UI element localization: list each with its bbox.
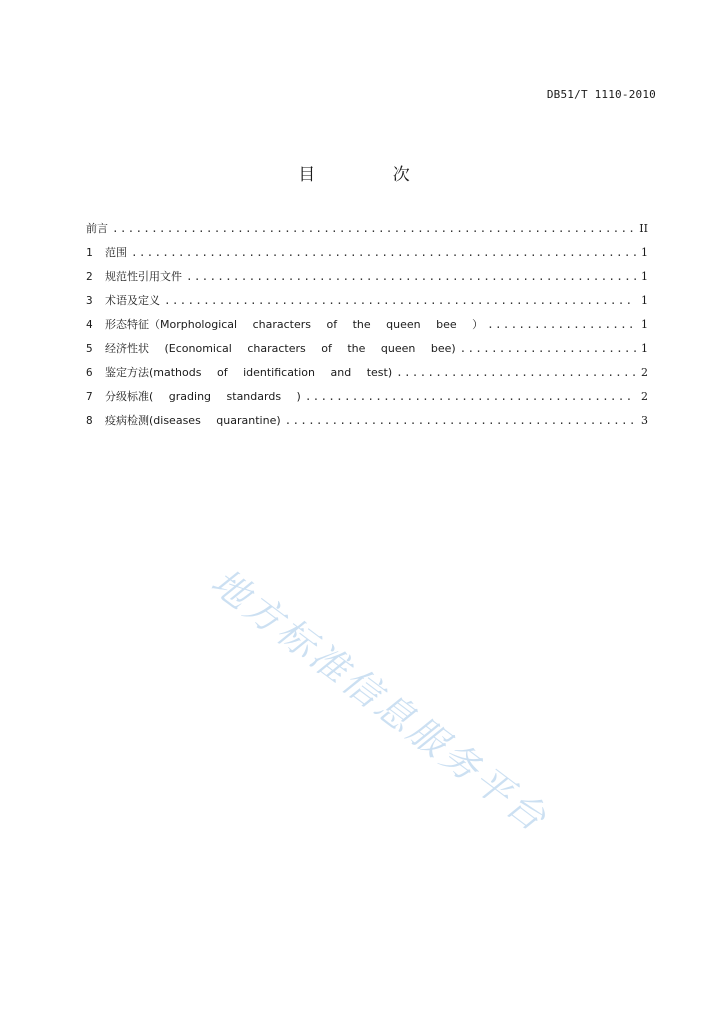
toc-entry-normative-references[interactable] (86, 264, 648, 288)
toc-dot-leader (112, 222, 635, 235)
toc-entry-page: 2 (641, 389, 648, 403)
toc-entry-label: 前言 (86, 222, 108, 235)
toc-entry-number: 2 (86, 269, 93, 283)
toc-entry-scope[interactable] (86, 240, 648, 264)
toc-entry-number: 3 (86, 293, 93, 307)
toc-title: 目 次 (298, 165, 446, 185)
toc-dot-leader (460, 342, 636, 355)
toc-entry-number: 4 (86, 317, 93, 331)
toc-entry-label: 分级标准( grading standards ) (105, 390, 301, 403)
toc-entry-page: II (639, 221, 648, 235)
toc-entry-number: 6 (86, 365, 93, 379)
toc-dot-leader (285, 414, 636, 427)
toc-dot-leader (396, 366, 636, 379)
toc-entry-identification-methods[interactable] (86, 360, 648, 384)
table-of-contents (86, 216, 648, 432)
toc-entry-page: 1 (641, 293, 648, 307)
toc-entry-label: 经济性状 (Economical characters of the queen bee) (105, 342, 456, 355)
watermark: 地方标准信息服务平台 (203, 560, 557, 842)
toc-entry-grading-standards[interactable] (86, 384, 648, 408)
toc-entry-page: 2 (641, 365, 648, 379)
toc-dot-leader (186, 270, 636, 283)
toc-entry-number: 5 (86, 341, 93, 355)
toc-entry-label: 形态特征（Morphological characters of the queen bee ） (105, 318, 484, 331)
toc-entry-page: 3 (641, 413, 648, 427)
toc-entry-foreword[interactable] (86, 216, 648, 240)
toc-dot-leader (164, 294, 636, 307)
toc-entry-number: 1 (86, 245, 93, 259)
toc-entry-page: 1 (641, 341, 648, 355)
toc-entry-page: 1 (641, 317, 648, 331)
toc-entry-number: 8 (86, 413, 93, 427)
toc-entry-label: 鉴定方法(mathods of identification and test) (105, 366, 393, 379)
toc-entry-morphological[interactable] (86, 312, 648, 336)
toc-entry-label: 规范性引用文件 (105, 270, 182, 283)
toc-dot-leader (487, 318, 636, 331)
document-code: DB51/T 1110-2010 (546, 88, 656, 101)
toc-dot-leader (305, 390, 636, 403)
toc-entry-disease-quarantine[interactable] (86, 408, 648, 432)
toc-entry-number: 7 (86, 389, 93, 403)
toc-entry-label: 范围 (105, 246, 127, 259)
toc-entry-label: 术语及定义 (105, 294, 160, 307)
toc-entry-page: 1 (641, 269, 648, 283)
toc-entry-label: 疫病检测(diseases quarantine) (105, 414, 281, 427)
toc-entry-economical[interactable] (86, 336, 648, 360)
toc-entry-terms-definitions[interactable] (86, 288, 648, 312)
toc-dot-leader (131, 246, 636, 259)
toc-entry-page: 1 (641, 245, 648, 259)
